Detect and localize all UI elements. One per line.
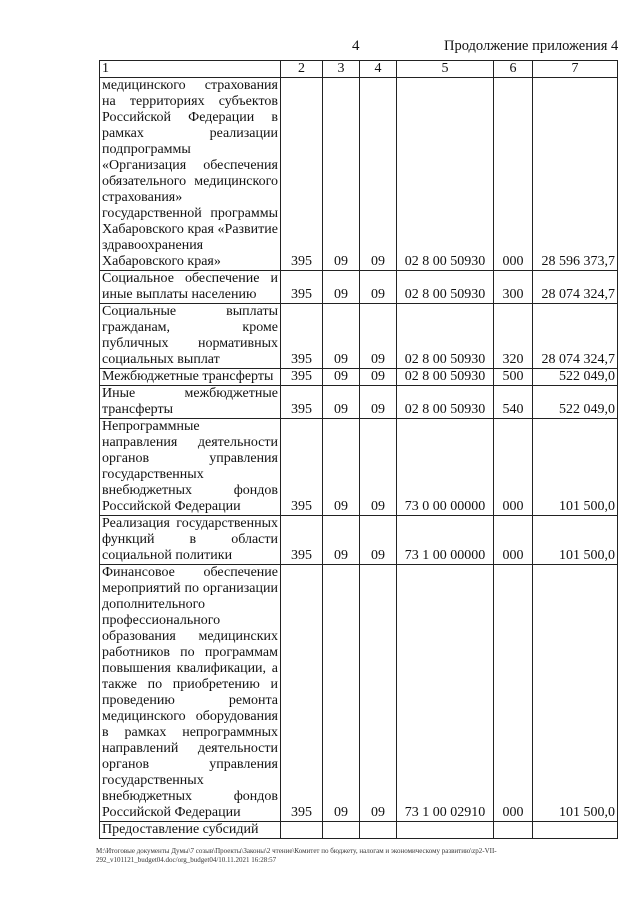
cell-target-article: 02 8 00 50930 (397, 304, 494, 369)
cell-ministry-code: 395 (281, 419, 323, 516)
cell-amount (533, 822, 618, 839)
cell-subsection: 09 (360, 419, 397, 516)
row-description: медицинского страхования на территориях субъектов Российской Федерации в рамках реализации подпрограммы «Организация обеспечения обязательного медицинского страхования» государственной программы Хабаровского края «Развитие здравоохранения Хабаровского края» (100, 78, 281, 271)
column-header-row (100, 61, 618, 78)
cell-expense-type: 500 (494, 369, 533, 386)
cell-target-article: 02 8 00 50930 (397, 78, 494, 271)
cell-expense-type (494, 822, 533, 839)
cell-expense-type: 000 (494, 78, 533, 271)
row-description: Иные межбюджетные трансферты (100, 386, 281, 419)
cell-expense-type: 300 (494, 271, 533, 304)
cell-ministry-code: 395 (281, 304, 323, 369)
cell-target-article (397, 822, 494, 839)
appendix-caption: Продолжение приложения 4 (444, 38, 619, 54)
column-header: 6 (494, 61, 533, 78)
cell-section: 09 (323, 565, 360, 822)
cell-amount: 101 500,0 (533, 419, 618, 516)
column-header: 2 (281, 61, 323, 78)
cell-expense-type: 540 (494, 386, 533, 419)
column-header: 7 (533, 61, 618, 78)
cell-ministry-code: 395 (281, 78, 323, 271)
table-row (100, 516, 618, 565)
cell-target-article: 73 1 00 02910 (397, 565, 494, 822)
cell-subsection: 09 (360, 271, 397, 304)
cell-ministry-code: 395 (281, 369, 323, 386)
cell-subsection (360, 822, 397, 839)
cell-ministry-code: 395 (281, 386, 323, 419)
cell-section (323, 822, 360, 839)
cell-amount: 28 596 373,7 (533, 78, 618, 271)
row-description: Социальные выплаты гражданам, кроме публичных нормативных социальных выплат (100, 304, 281, 369)
cell-target-article: 73 1 00 00000 (397, 516, 494, 565)
cell-expense-type: 000 (494, 516, 533, 565)
cell-amount: 522 049,0 (533, 386, 618, 419)
cell-section: 09 (323, 369, 360, 386)
cell-section: 09 (323, 78, 360, 271)
column-header: 3 (323, 61, 360, 78)
cell-section: 09 (323, 516, 360, 565)
table-row (100, 419, 618, 516)
cell-ministry-code (281, 822, 323, 839)
row-description: Предоставление субсидий (100, 822, 281, 839)
table-row (100, 386, 618, 419)
budget-table (99, 60, 618, 839)
row-description: Непрограммные направления деятельности органов управления государственных внебюджетных фондов Российской Федерации (100, 419, 281, 516)
row-description: Реализация государственных функций в области социальной политики (100, 516, 281, 565)
column-header: 1 (100, 61, 281, 78)
cell-ministry-code: 395 (281, 271, 323, 304)
table-row (100, 565, 618, 822)
cell-subsection: 09 (360, 565, 397, 822)
cell-section: 09 (323, 271, 360, 304)
cell-amount: 101 500,0 (533, 565, 618, 822)
cell-section: 09 (323, 419, 360, 516)
row-description: Межбюджетные трансферты (100, 369, 281, 386)
row-description: Финансовое обеспечение мероприятий по организации дополнительного профессионального образования медицинских работников по программам повышения квалификации, а также по приобретению и проведению ремонта медицинского оборудования в рамках непрограммных направлений деятельности органов управления государственных внебюджетных фондов Российской Федерации (100, 565, 281, 822)
cell-subsection: 09 (360, 304, 397, 369)
cell-amount: 101 500,0 (533, 516, 618, 565)
cell-expense-type: 000 (494, 419, 533, 516)
table-row (100, 78, 618, 271)
cell-ministry-code: 395 (281, 516, 323, 565)
cell-amount: 522 049,0 (533, 369, 618, 386)
column-header: 4 (360, 61, 397, 78)
table-row (100, 304, 618, 369)
cell-target-article: 73 0 00 00000 (397, 419, 494, 516)
cell-target-article: 02 8 00 50930 (397, 271, 494, 304)
cell-expense-type: 320 (494, 304, 533, 369)
table-row (100, 369, 618, 386)
table-row (100, 822, 618, 839)
cell-subsection: 09 (360, 386, 397, 419)
cell-target-article: 02 8 00 50930 (397, 369, 494, 386)
row-description: Социальное обеспечение и иные выплаты населению (100, 271, 281, 304)
column-header: 5 (397, 61, 494, 78)
cell-amount: 28 074 324,7 (533, 271, 618, 304)
page-number: 4 (352, 38, 360, 54)
cell-section: 09 (323, 386, 360, 419)
cell-amount: 28 074 324,7 (533, 304, 618, 369)
cell-section: 09 (323, 304, 360, 369)
cell-ministry-code: 395 (281, 565, 323, 822)
cell-subsection: 09 (360, 369, 397, 386)
cell-expense-type: 000 (494, 565, 533, 822)
cell-target-article: 02 8 00 50930 (397, 386, 494, 419)
table-row (100, 271, 618, 304)
cell-subsection: 09 (360, 516, 397, 565)
file-path-footer: M:\Итоговые документы Думы\7 созыв\Проекты\Законы\2 чтение\Комитет по бюджету, налогам и экономическому развитию\zp2-VII-292_v101121_budget04.doc/org_budget04/10.11.2021 16:28:57 (96, 847, 497, 864)
cell-subsection: 09 (360, 78, 397, 271)
